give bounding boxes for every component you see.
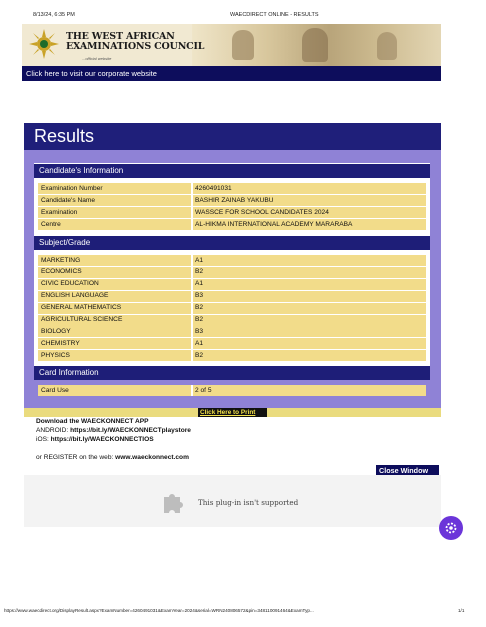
print-datetime: 8/13/24, 6:35 PM [33,12,75,18]
subject-grade-row [38,350,426,361]
banner-photo [192,24,441,66]
official-tagline: ...official website [82,56,112,61]
puzzle-piece-icon [160,489,186,515]
candidate-info-row-value: 4260491031 [195,184,232,192]
candidate-info-row-label: Examination Number [41,184,103,192]
subject-grade-row-value: B2 [195,304,204,312]
ios-line: iOS: https://bit.ly/WAECKONNECTIOS [36,436,154,443]
subject-grade-row [38,267,426,278]
subject-grade-row [38,291,426,302]
candidate-info-row [38,195,426,206]
subject-grade-row-label: BIOLOGY [41,327,71,335]
candidate-info-row-value: WASSCE FOR SCHOOL CANDIDATES 2024 [195,208,329,216]
subject-grade-row [38,326,426,337]
subject-grade-row-label: ECONOMICS [41,268,82,276]
subject-grade-header: Subject/Grade [34,236,430,250]
card-info-header: Card Information [34,366,430,380]
unsupported-plugin [24,475,441,527]
subject-grade-row-value: A1 [195,256,204,264]
candidate-info-row-label: Centre [41,220,61,228]
download-heading: Download the WAECKONNECT APP [36,418,149,425]
subject-grade-row-label: AGRICULTURAL SCIENCE [41,316,123,323]
candidate-info-row-label: Examination [41,208,78,216]
subject-grade-row [38,255,426,266]
subject-grade-row-value: B3 [195,327,204,335]
results-header [24,123,441,150]
print-page-title: WAECDIRECT ONLINE - RESULTS [230,12,319,18]
subject-grade-row [38,279,426,290]
council-name: THE WEST AFRICAN EXAMINATIONS COUNCIL [66,31,205,52]
waec-banner [22,24,441,66]
register-link[interactable]: www.waeckonnect.com [115,454,189,461]
candidate-info-row [38,183,426,194]
android-line: ANDROID: https://bit.ly/WAECKONNECTplaystore [36,427,191,434]
close-window-button[interactable]: Close Window [376,465,439,475]
candidate-info-row [38,219,426,230]
subject-grade-row-label: CIVIC EDUCATION [41,280,99,288]
candidate-info-row-value: BASHIR ZAINAB YAKUBU [195,196,274,204]
gear-icon [444,521,458,535]
subject-grade-row-label: PHYSICS [41,351,70,359]
subject-grade-row-label: CHEMISTRY [41,339,80,347]
subject-grade-row-label: MARKETING [41,256,81,264]
plugin-message: This plug-in isn't supported [198,498,299,507]
subject-grade-row-value: B2 [195,268,204,276]
subject-grade-row-label: GENERAL MATHEMATICS [41,304,122,312]
subject-grade-row-label: ENGLISH LANGUAGE [41,292,109,300]
subject-grade-row [38,303,426,314]
corporate-website-link[interactable] [22,66,441,81]
subject-grade-row-value: B2 [195,316,204,323]
settings-fab[interactable] [439,516,463,540]
subject-grade-row [38,338,426,349]
android-link[interactable]: https://bit.ly/WAECKONNECTplaystore [70,427,191,434]
subject-grade-row-value: B3 [195,292,204,300]
footer-url: https://www.waecdirect.org/DisplayResult.aspx?ExamNumber=4260491031&ExamYear=2024&serial=WRN240806572&pin=348110091464&ExamTyp... [4,608,314,613]
subject-grade-row [38,315,426,326]
waec-logo-icon [28,28,60,60]
register-line: or REGISTER on the web: www.waeckonnect.com [36,454,189,461]
subject-grade-row-value: A1 [195,280,204,288]
subject-grade-row-value: A1 [195,339,204,347]
results-title: Results [34,126,95,146]
candidate-info-header: Candidate's Information [34,164,430,178]
candidate-info-row-label: Candidate's Name [41,196,96,204]
corporate-link-label: Click here to visit our corporate website [26,69,157,78]
ios-link[interactable]: https://bit.ly/WAECKONNECTIOS [50,436,154,443]
candidate-info-row-value: AL-HIKMA INTERNATIONAL ACADEMY MARARABA [195,220,353,228]
footer-page-number: 1/1 [458,608,465,613]
print-button[interactable]: Click Here to Print [198,408,267,417]
subject-grade-row-value: B2 [195,351,204,359]
candidate-info-row [38,207,426,218]
card-use-row: Card Use 2 of 5 [38,385,426,396]
